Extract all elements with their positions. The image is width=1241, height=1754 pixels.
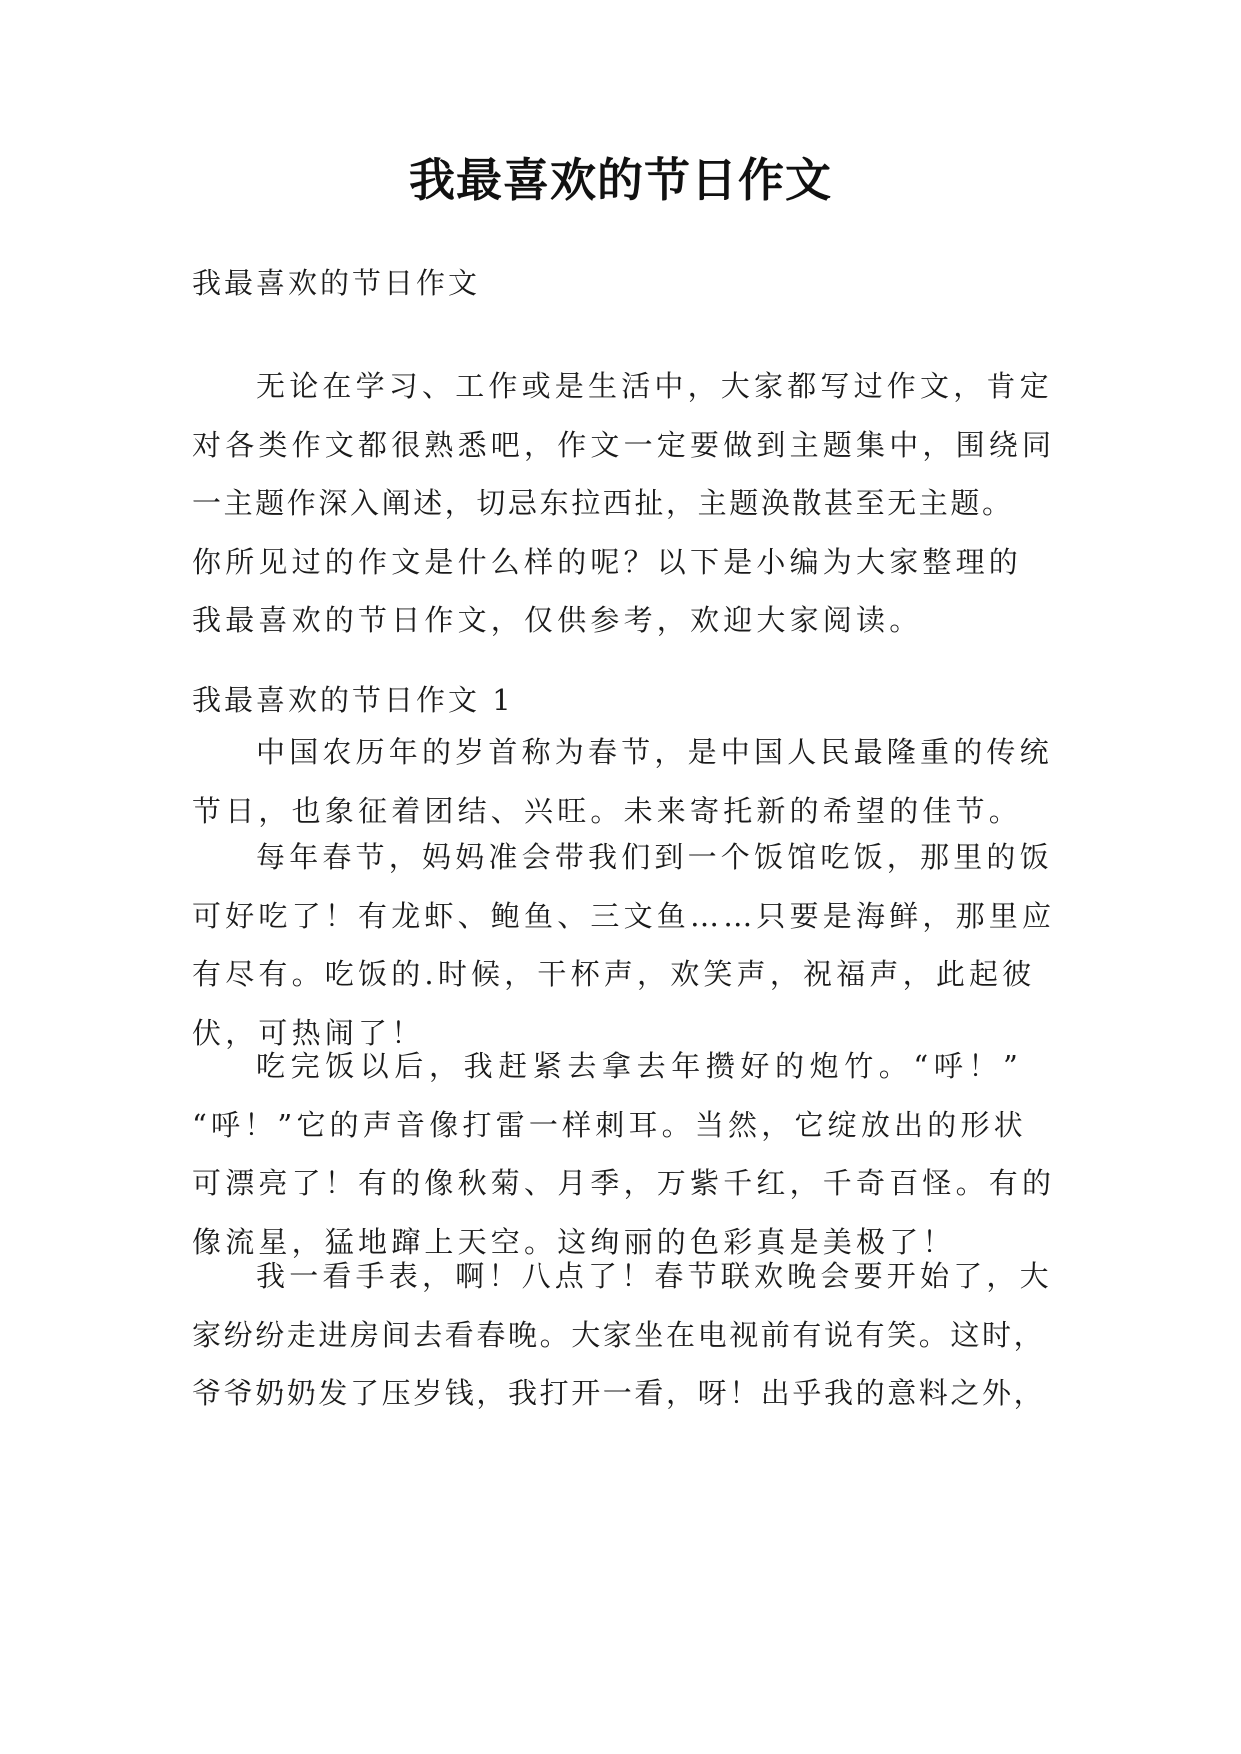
essay-paragraph-1 [192,723,1072,840]
text-line: 我最喜欢的节日作文，仅供参考，欢迎大家阅读。 [192,603,923,637]
text-line: 吃完饭以后，我赶紧去拿去年攒好的炮竹。“呼！” [256,1049,1024,1083]
essay-heading: 我最喜欢的节日作文 1 [192,683,514,717]
document-title: 我最喜欢的节日作文 [409,153,832,207]
essay-paragraph-4 [192,1247,1072,1423]
intro-heading: 我最喜欢的节日作文 [192,266,481,300]
text-line: 家纷纷走进房间去看春晚。大家坐在电视前有说有笑。这时， [192,1317,1046,1352]
text-line: 节日，也象征着团结、兴旺。未来寄托新的希望的佳节。 [192,793,1023,828]
text-line: 无论在学习、工作或是生活中，大家都写过作文，肯定 [256,369,1053,403]
text-line: 对各类作文都很熟悉吧，作文一定要做到主题集中，围绕同 [192,427,1056,462]
text-line: 每年春节，妈妈准会带我们到一个饭馆吃饭，那里的饭 [256,840,1053,874]
essay-paragraph-3 [192,1037,1072,1271]
text-line: 你所见过的作文是什么样的呢？以下是小编为大家整理的 [192,544,1023,579]
text-line: 伏，可热闹了！ [192,1015,425,1050]
text-line: “呼！”它的声音像打雷一样刺耳。当然，它绽放出的形状 [192,1107,1027,1142]
text-line: 中国农历年的岁首称为春节，是中国人民最隆重的传统 [256,735,1053,769]
text-line: 我一看手表，啊！八点了！春节联欢晚会要开始了，大 [256,1259,1053,1293]
text-line: 可好吃了！有龙虾、鲍鱼、三文鱼……只要是海鲜，那里应 [192,898,1056,933]
text-line: 爷爷奶奶发了压岁钱，我打开一看，呀！出乎我的意料之外， [192,1376,1046,1410]
text-line: 一主题作深入阐述，切忌东拉西扯，主题涣散甚至无主题。 [192,486,1014,520]
intro-paragraph [192,357,1072,650]
text-line: 有尽有。吃饭的.时候，干杯声，欢笑声，祝福声，此起彼 [192,957,1036,991]
essay-paragraph-2 [192,828,1072,1062]
text-line: 可漂亮了！有的像秋菊、月季，万紫千红，千奇百怪。有的 [192,1166,1056,1200]
text-line: 像流星，猛地蹿上天空。这绚丽的色彩真是美极了！ [192,1224,956,1259]
